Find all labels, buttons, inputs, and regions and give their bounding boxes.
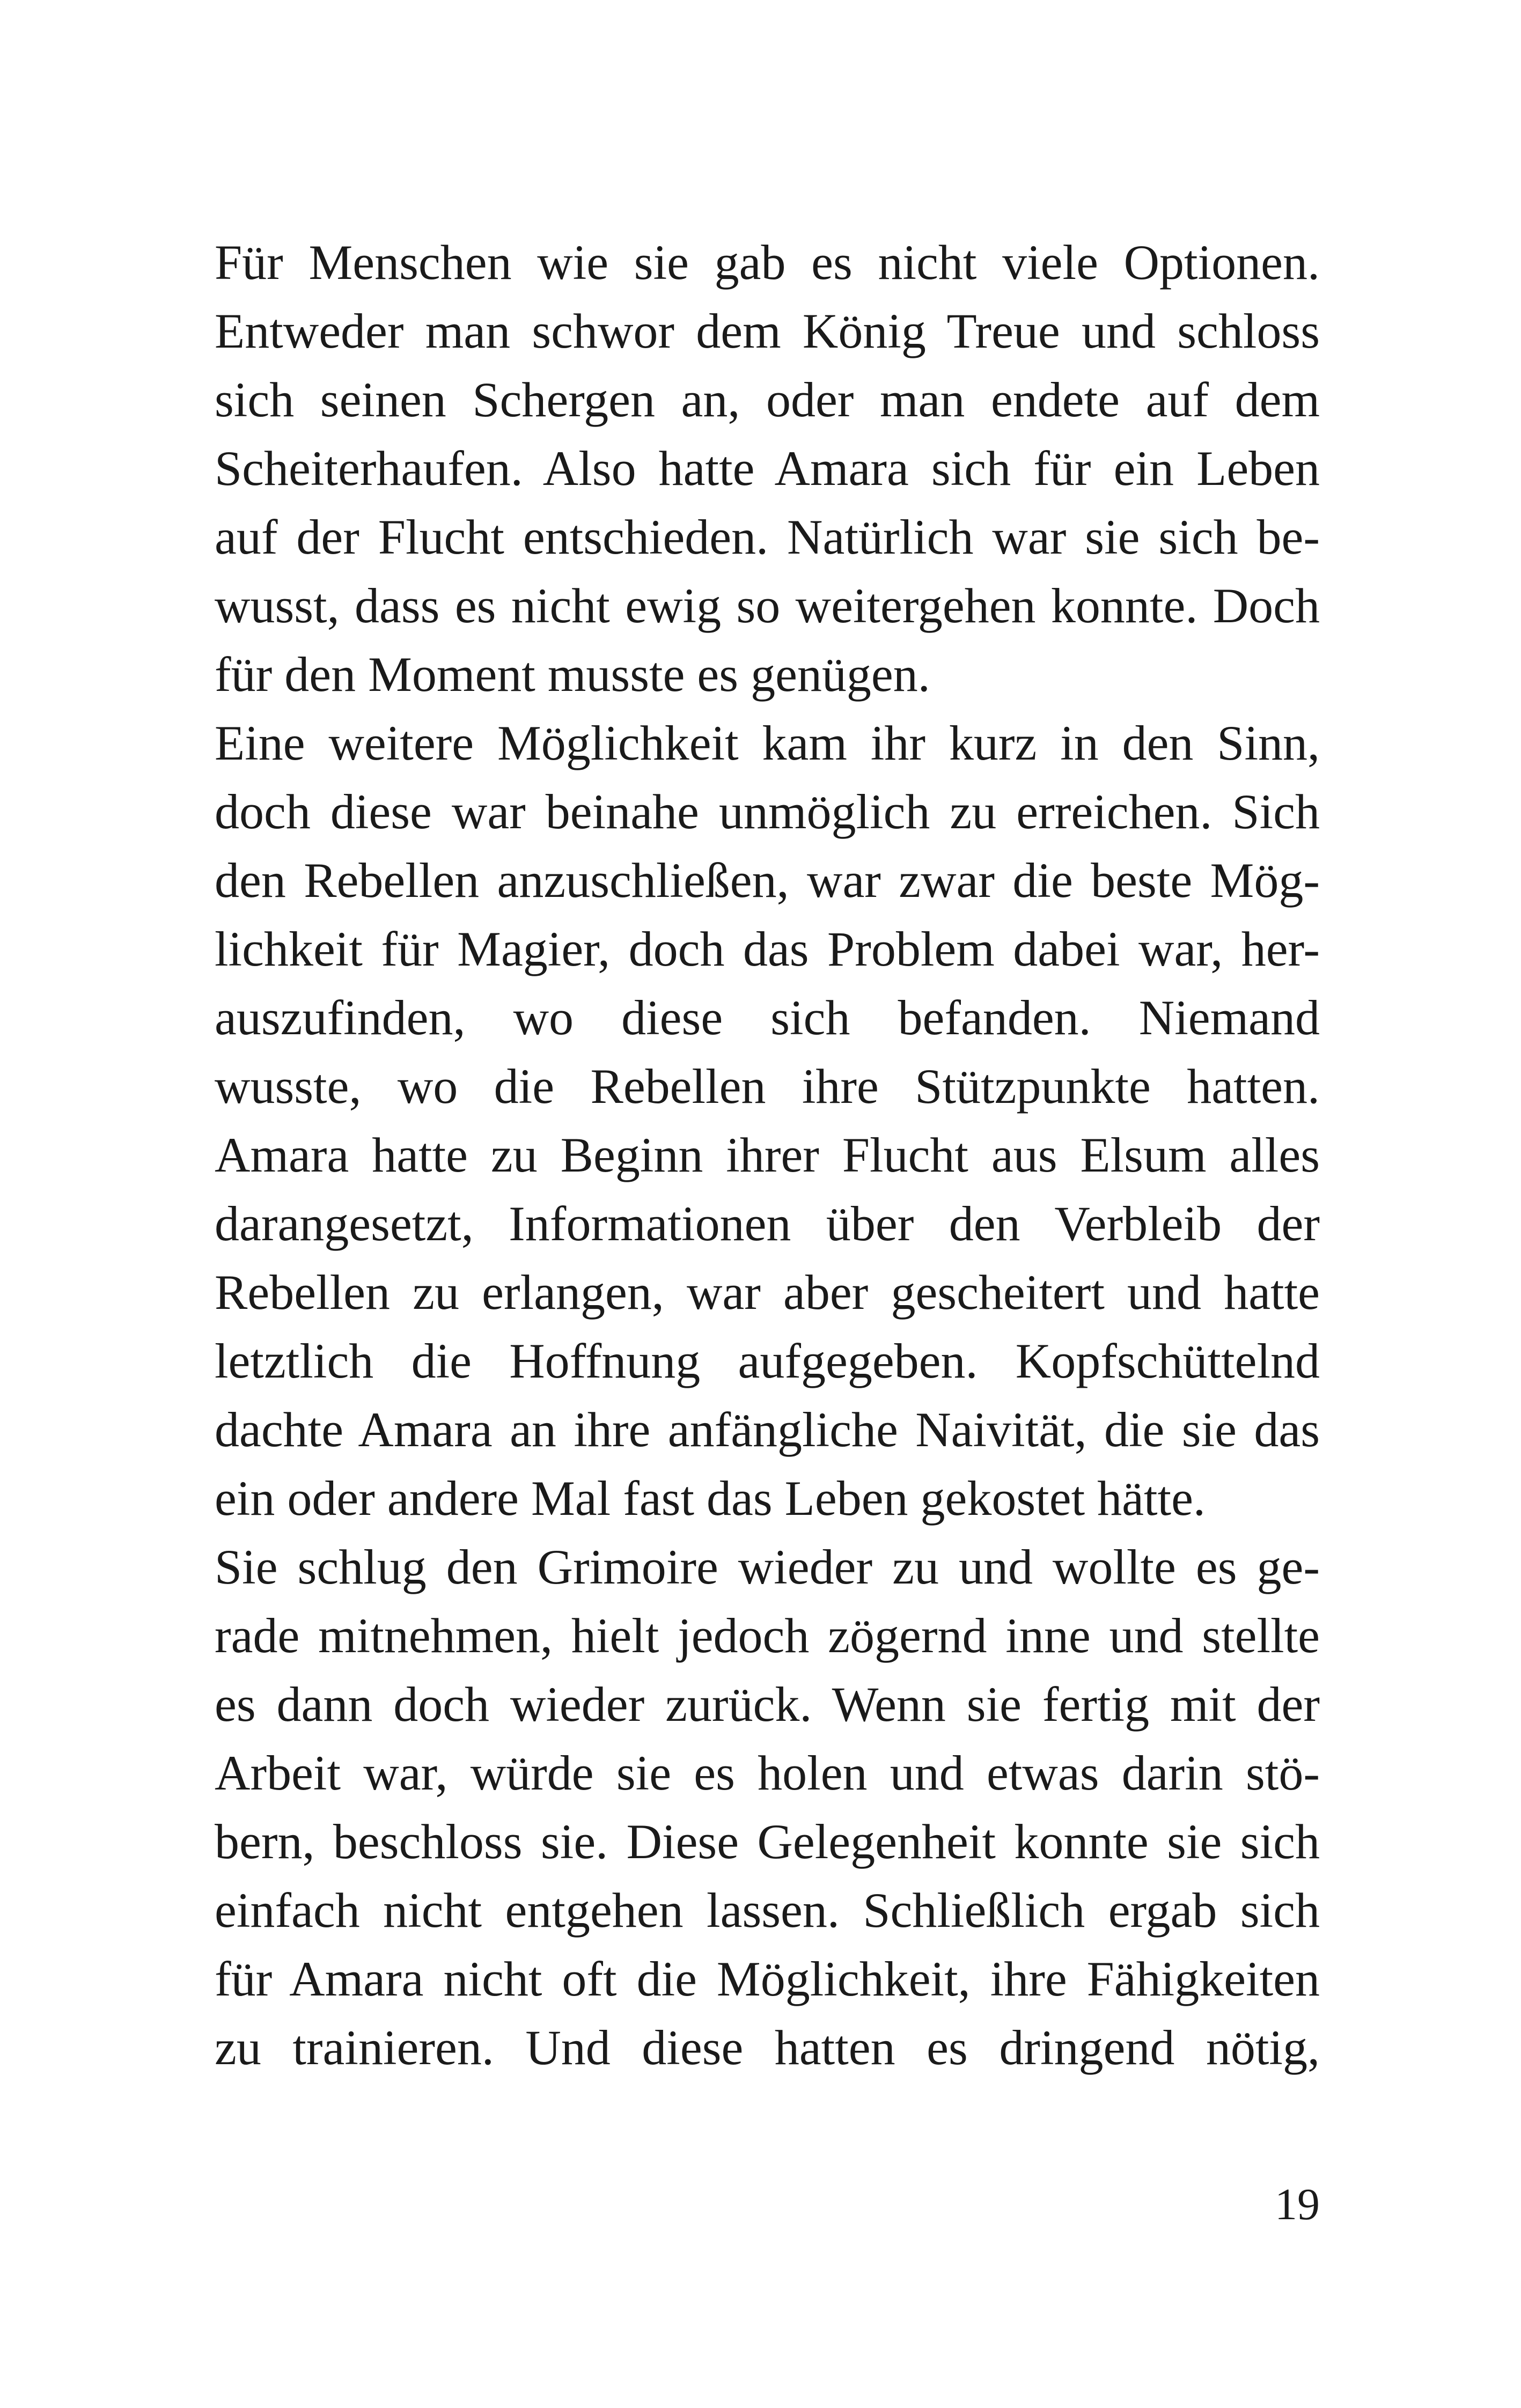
text-line: ein oder andere Mal fast das Leben gekostet hätte. [215,1471,1206,1526]
text-line: einfach nicht entgehen lassen. Schließlich ergab sich [215,1883,1320,1938]
text-line: Für Menschen wie sie gab es nicht viele Optionen. [215,235,1320,290]
text-line: rade mitnehmen, hielt jedoch zögernd inne und stellte [215,1608,1320,1663]
body-text [215,228,1320,2082]
text-line: darangesetzt, Informationen über den Verbleib der [215,1196,1320,1251]
text-line: Sie schlug den Grimoire wieder zu und wollte es ge- [215,1540,1320,1594]
text-line: letztlich die Hoffnung aufgegeben. Kopfschüttelnd [215,1334,1320,1388]
text-line: wusste, wo die Rebellen ihre Stützpunkte hatten. [215,1059,1320,1114]
text-line: Scheiterhaufen. Also hatte Amara sich für ein Leben [215,441,1320,496]
text-line: zu trainieren. Und diese hatten es dringend nötig, [215,2020,1320,2075]
text-line: doch diese war beinahe unmöglich zu erreichen. Sich [215,784,1320,839]
text-line: es dann doch wieder zurück. Wenn sie fertig mit der [215,1677,1320,1732]
text-line: wusst, dass es nicht ewig so weitergehen konnte. Doch [215,578,1320,633]
text-line: auf der Flucht entschieden. Natürlich war sie sich be- [215,510,1320,564]
text-line: sich seinen Schergen an, oder man endete auf dem [215,372,1320,427]
text-line: Arbeit war, würde sie es holen und etwas darin stö- [215,1746,1320,1800]
text-line: bern, beschloss sie. Diese Gelegenheit konnte sie sich [215,1814,1320,1869]
text-line: lichkeit für Magier, doch das Problem dabei war, her- [215,922,1320,976]
text-line: Rebellen zu erlangen, war aber gescheitert und hatte [215,1265,1320,1320]
page-number: 19 [1275,2179,1320,2229]
text-line: Entweder man schwor dem König Treue und schloss [215,304,1320,358]
text-line: dachte Amara an ihre anfängliche Naivität, die sie das [215,1402,1320,1457]
text-line: auszufinden, wo diese sich befanden. Niemand [215,990,1320,1045]
text-line: den Rebellen anzuschließen, war zwar die beste Mög- [215,853,1320,908]
text-line: für Amara nicht oft die Möglichkeit, ihre Fähigkeiten [215,1952,1320,2006]
text-line: Amara hatte zu Beginn ihrer Flucht aus Elsum alles [215,1128,1320,1182]
text-line: für den Moment musste es genügen. [215,647,930,702]
text-line: Eine weitere Möglichkeit kam ihr kurz in den Sinn, [215,716,1320,770]
